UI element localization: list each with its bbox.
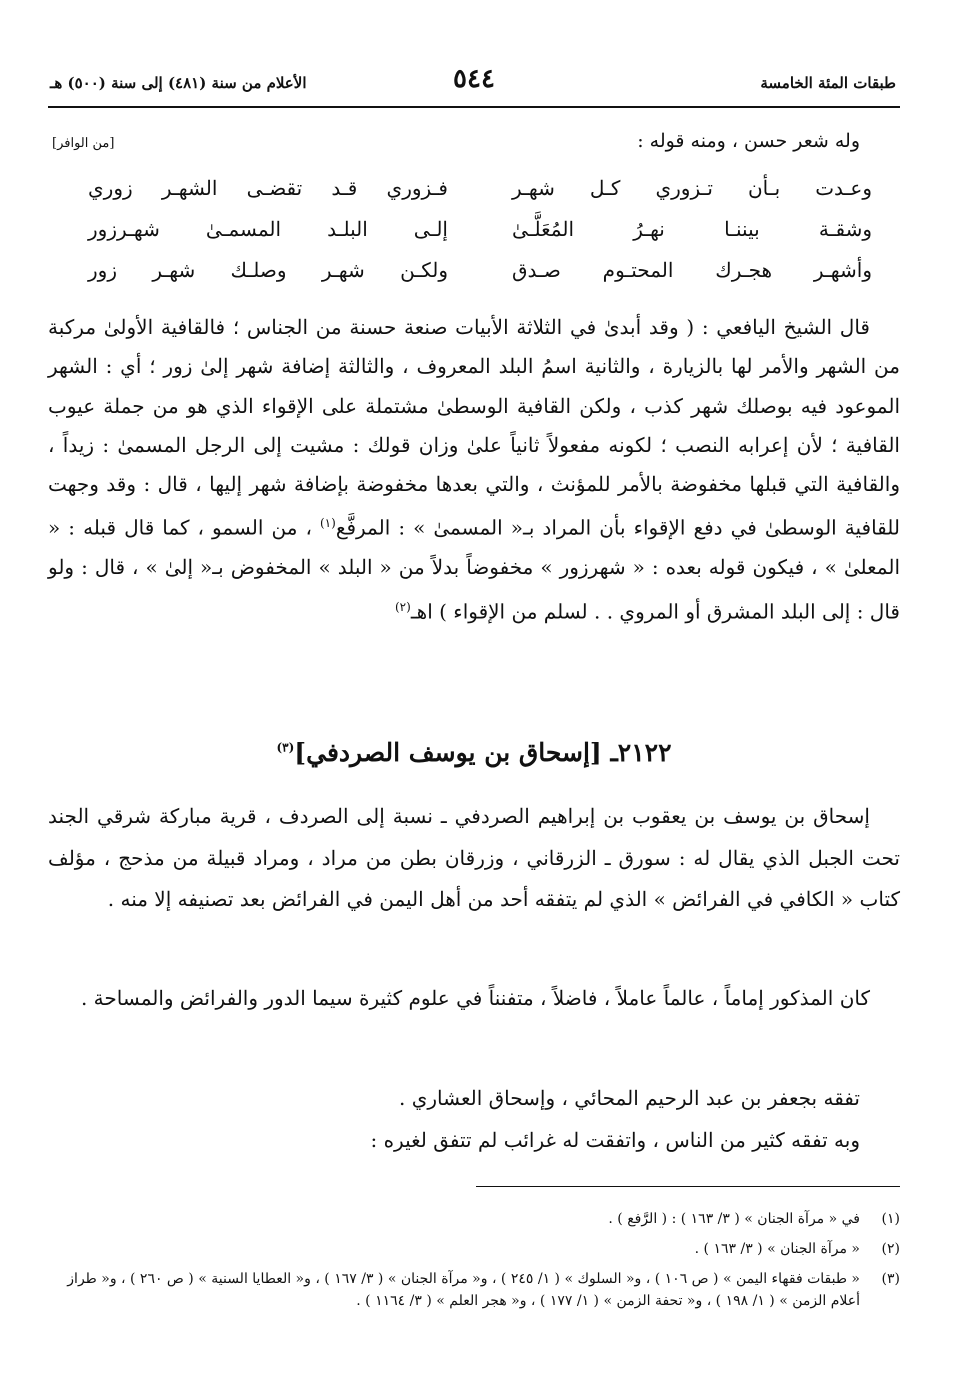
poem-meter: [من الوافر] (52, 136, 115, 151)
entry-line: تفقه بجعفر بن عبد الرحيم المحائي ، وإسحاق العشاري . (399, 1086, 860, 1110)
header-divider (48, 106, 900, 108)
verse-line (88, 176, 872, 216)
page-number: ٥٤٤ (453, 64, 495, 94)
footnote-ref: (٣) (276, 740, 295, 755)
verse-line (88, 217, 872, 257)
footnote-number: (٣) (881, 1271, 900, 1287)
running-header (48, 58, 900, 98)
verse-second-hemistich: ولكـن شهـر وصلـك شهـر زور (88, 258, 448, 282)
verse-second-hemistich: فـزوري قـد تقضـى الشهـر زوري (88, 176, 448, 200)
footnote-number: (٢) (881, 1241, 900, 1257)
poem-intro: وله شعر حسن ، ومنه قوله : (637, 130, 860, 152)
footnote-number: (١) (881, 1211, 900, 1227)
entry-title: ٢١٢٢ـ [إسحاق بن يوسف الصردفي] (294, 738, 672, 767)
commentary-text: ، من السمو ، كما قال قبله : « المعلىٰ » ، فيكون قوله بعده : « شهرزور » مخفوضاً بدلاً من « البلد » المخفوض بـ« إلىٰ » ، قال : ولو قال : إلى البلد المشرق أو المروي . . لسلم من الإقواء ) اهـ (48, 516, 900, 624)
verse-first-hemistich: وأشهـر هجـرك المحتـوم صـدق (512, 258, 872, 282)
footnote-text: « مرآة الجنان » ( ٣/ ١٦٣ ) . (694, 1241, 860, 1257)
header-section-title: طبقات المئة الخامسة (760, 74, 896, 92)
footnote-ref: (٢) (394, 599, 411, 614)
footnote (48, 1208, 900, 1230)
footnote-text: « طبقات فقهاء اليمن » ( ص ١٠٦ ) ، و« السلوك » ( ١/ ٢٤٥ ) ، و« مرآة الجنان » ( ٣/ ١٦٧ ) ، و« العطايا السنية » ( ص ٢٦٠ ) ، و« طراز أعلام الزمن » ( ١/ ١٩٨ ) ، و« تحفة الزمن » ( ١/ ١٧٧ ) ، و« هجر العلم » ( ٣/ ١١٦٤ ) . (67, 1271, 860, 1309)
book-page (48, 58, 900, 1348)
entry-heading (48, 738, 900, 767)
commentary-text: قال الشيخ اليافعي : ( وقد أبدىٰ في الثلاثة الأبيات صنعة حسنة من الجناس ؛ فالقافية الأولىٰ مركبة من الشهر والأمر لها بالزيارة ، والثانية اسمُ البلد المعروف ، والثالثة إضافة شهر إلىٰ زور ؛ أي : الشهر الموعود فيه بوصلك شهر كذب ، ولكن القافية الوسطىٰ مشتملة على الإقواء الذي هو من جملة عيوب القافية ؛ لأن إعرابه النصب ؛ لكونه مفعولاً ثانياً علىٰ وزان قولك : مشيت إلى الرجل المسمىٰ : زيداً ، والقافية التي قبلها مخفوضة بالأمر للمؤنث ، والتي بعدها مخفوضة بإضافة شهر إليها ، قال : وقد وجهت للقافية الوسطىٰ في دفع الإقواء بأن المراد بـ« المسمىٰ » : المرفَّع (48, 315, 901, 541)
verse-first-hemistich: وشقـة بيننـا نهـرُ المُعَلَّـىٰ (512, 217, 872, 241)
verse-line (88, 258, 872, 298)
footnote (48, 1268, 900, 1312)
footnote (48, 1238, 900, 1260)
footnote-ref: (١) (319, 516, 336, 531)
footnote-divider (476, 1186, 900, 1187)
entry-paragraph: كان المذكور إماماً ، عالماً عاملاً ، فاضلاً ، متفنناً في علوم كثيرة سيما الدور والفرائض والمساحة . (80, 986, 870, 1010)
verse-second-hemistich: إلـى البلـد المسمـىٰ شهـرزور (88, 217, 448, 241)
header-book-range: الأعلام من سنة (٤٨١) إلى سنة (٥٠٠) هـ (50, 74, 307, 92)
entry-line: وبه تفقه كثير من الناس ، واتفقت له غرائب لم تتفق لغيره : (370, 1128, 860, 1152)
entry-paragraph: إسحاق بن يوسف بن يعقوب بن إبراهيم الصردفي ـ نسبة إلى الصردف ، قرية مباركة شرقي الجند تحت الجبل الذي يقال له : سورق ـ الزرقاني ، وزرقان بطن من مراد ، ومراد قبيلة من مذحج ، مؤلف كتاب « الكافي في الفرائض » الذي لم يتفقه أحد من أهل اليمن في الفرائض بعد تصنيفه إلا منه . (48, 804, 900, 911)
verse-first-hemistich: وعـدت بـأن تـزوري كـل شهـر (512, 176, 872, 200)
commentary-paragraph (48, 308, 900, 632)
footnote-text: في « مرآة الجنان » ( ٣/ ١٦٣ ) : ( الرَّفع ) . (608, 1211, 860, 1227)
